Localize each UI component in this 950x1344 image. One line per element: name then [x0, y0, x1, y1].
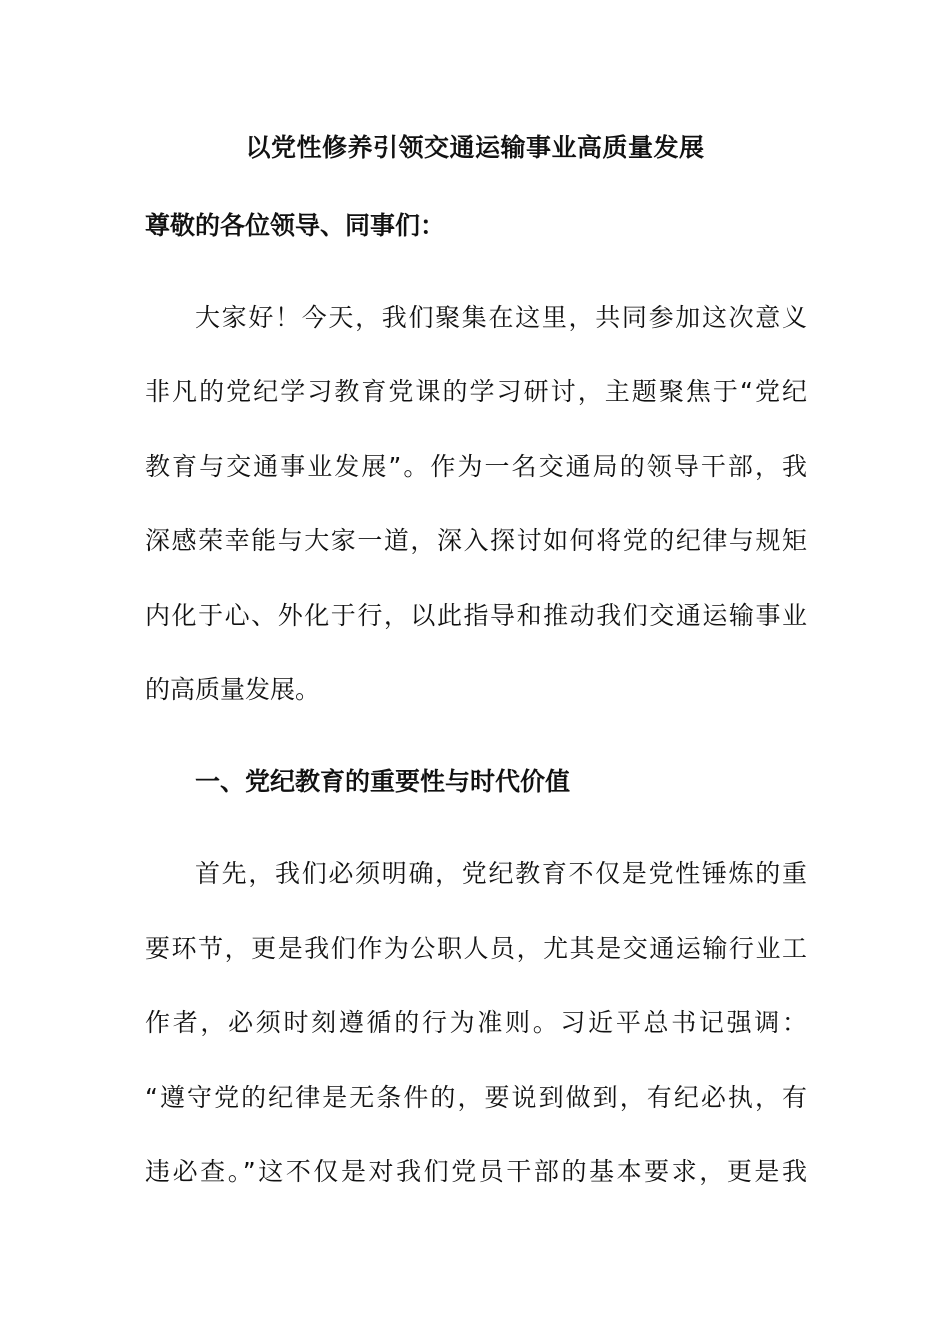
paragraph-2-line-2: 要环节，更是我们作为公职人员，尤其是交通运输行业工: [145, 934, 807, 963]
paragraph-2-line-1: 首先，我们必须明确，党纪教育不仅是党性锤炼的重: [195, 859, 807, 888]
paragraph-1-line-6: 的高质量发展。: [145, 675, 321, 704]
paragraph-1-line-5: 内化于心、外化于行，以此指导和推动我们交通运输事业: [145, 601, 807, 630]
paragraph-1-line-1: 大家好！今天，我们聚集在这里，共同参加这次意义: [195, 303, 807, 332]
document-title: 以党性修养引领交通运输事业高质量发展: [245, 133, 705, 162]
paragraph-1-line-2: 非凡的党纪学习教育党课的学习研讨，主题聚焦于“党纪: [145, 377, 807, 406]
paragraph-1-line-4: 深感荣幸能与大家一道，深入探讨如何将党的纪律与规矩: [145, 526, 807, 555]
paragraph-2-line-4: “遵守党的纪律是无条件的，要说到做到，有纪必执，有: [145, 1083, 807, 1112]
salutation: 尊敬的各位领导、同事们：: [145, 211, 446, 240]
paragraph-2-line-3: 作者，必须时刻遵循的行为准则。习近平总书记强调：: [145, 1008, 807, 1037]
paragraph-2-line-5: 违必查。”这不仅是对我们党员干部的基本要求，更是我: [145, 1157, 807, 1186]
section-heading: 一、党纪教育的重要性与时代价值: [195, 767, 571, 796]
paragraph-1-line-3: 教育与交通事业发展”。作为一名交通局的领导干部，我: [145, 452, 807, 481]
